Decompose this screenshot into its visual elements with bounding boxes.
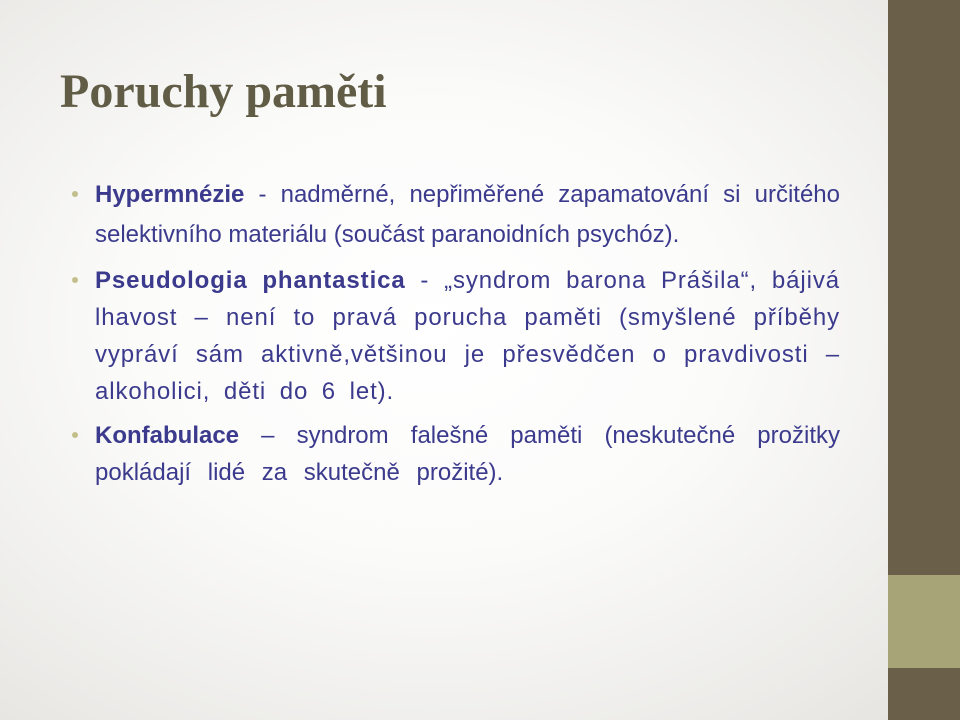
bullet-text: - nadměrné, nepřiměřené zapamatování si určitého selektivního materiálu (součást paranoidních psychóz). [95, 181, 840, 248]
bullet-item-pseudologia [95, 262, 840, 410]
bullet-dot-icon [72, 277, 78, 283]
bullet-dot-icon [72, 191, 78, 197]
sidebar-light-band [888, 575, 960, 668]
bullet-list [95, 175, 840, 498]
sidebar-dark-band [888, 0, 960, 575]
slide-title: Poruchy paměti [60, 65, 387, 118]
sidebar-bottom-band [888, 668, 960, 720]
bullet-term: Konfabulace [95, 422, 240, 449]
bullet-term: Hypermnézie [95, 181, 245, 208]
bullet-term: Pseudologia phantastica [95, 267, 406, 294]
decorative-sidebar [888, 0, 960, 720]
bullet-item-hypermnezie [95, 175, 840, 255]
bullet-text: – syndrom falešné paměti (neskutečné prožitky pokládají lidé za skutečně prožité). [95, 422, 840, 486]
bullet-text: - „syndrom barona Prášila“, bájivá lhavost – není to pravá porucha paměti (smyšlené příběhy vypráví sám aktivně,většinou je přesvědčen o pravdivosti – alkoholici, děti do 6 let). [95, 267, 840, 405]
bullet-item-konfabulace [95, 417, 840, 491]
bullet-dot-icon [72, 432, 78, 438]
